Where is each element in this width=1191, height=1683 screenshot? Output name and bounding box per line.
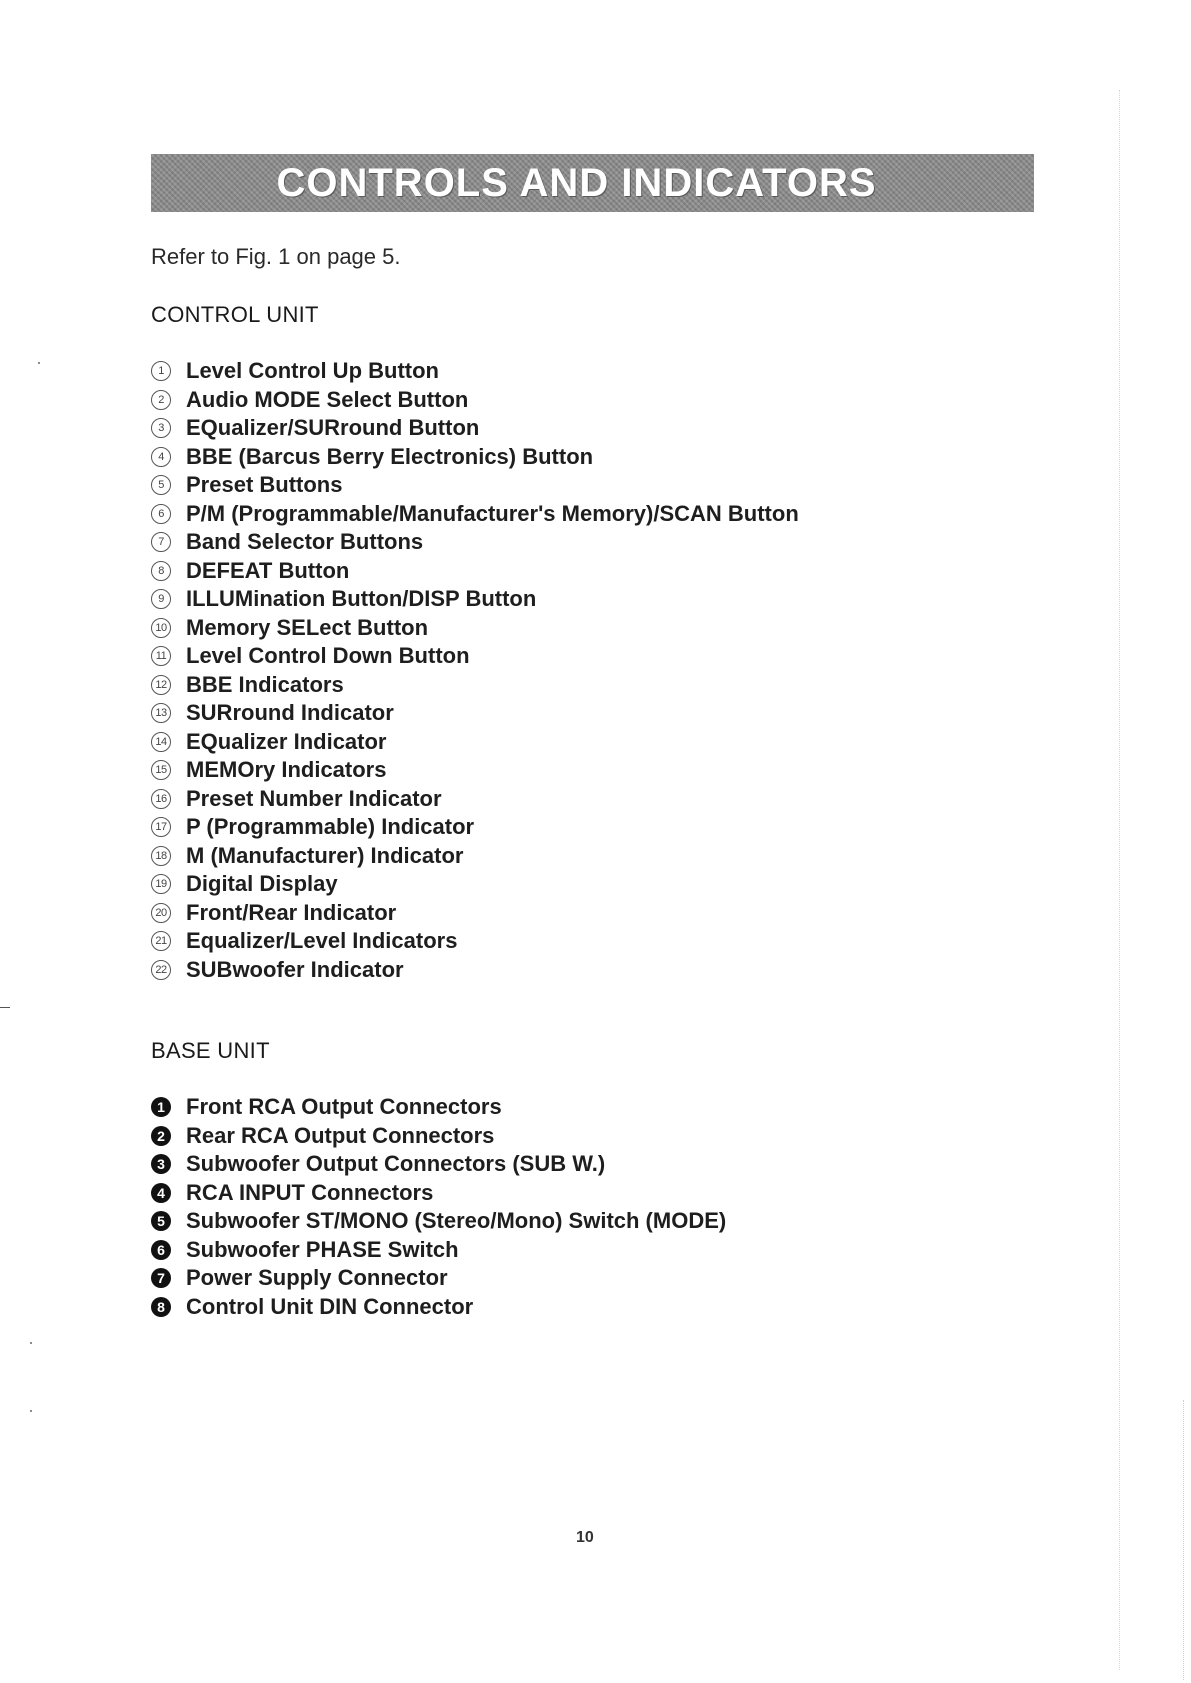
filled-number: 1: [151, 1097, 171, 1117]
item-label: Equalizer/Level Indicators: [186, 928, 458, 954]
circled-number: 18: [151, 846, 171, 866]
item-label: Audio MODE Select Button: [186, 386, 469, 412]
item-label: P/M (Programmable/Manufacturer's Memory)/SCAN Button: [186, 500, 799, 526]
list-item: [151, 357, 799, 386]
item-label: SUBwoofer Indicator: [186, 956, 404, 982]
page-number: 10: [576, 1529, 594, 1546]
item-label: Band Selector Buttons: [186, 529, 424, 555]
filled-number: 5: [151, 1211, 171, 1231]
list-item: [151, 471, 799, 500]
list-item: [151, 642, 799, 671]
item-label: Preset Number Indicator: [186, 785, 442, 811]
item-label: RCA INPUT Connectors: [186, 1179, 434, 1205]
item-label: Digital Display: [186, 871, 338, 897]
filled-number: 7: [151, 1268, 171, 1288]
circled-number: 1: [151, 361, 171, 381]
item-label: M (Manufacturer) Indicator: [186, 842, 464, 868]
list-item: [151, 842, 799, 871]
item-label: EQualizer Indicator: [186, 728, 387, 754]
base-unit-heading: BASE UNIT: [151, 1038, 270, 1063]
list-item: [151, 1122, 726, 1151]
list-item: [151, 785, 799, 814]
item-label: DEFEAT Button: [186, 557, 350, 583]
list-item: [151, 813, 799, 842]
scan-speck: [38, 362, 40, 364]
item-label: Preset Buttons: [186, 472, 343, 498]
item-label: SURround Indicator: [186, 700, 394, 726]
item-label: Front RCA Output Connectors: [186, 1094, 502, 1120]
circled-number: 17: [151, 817, 171, 837]
list-item: [151, 728, 799, 757]
list-item: [151, 1207, 726, 1236]
list-item: [151, 956, 799, 985]
filled-number: 6: [151, 1240, 171, 1260]
item-label: Memory SELect Button: [186, 614, 429, 640]
filled-number: 8: [151, 1297, 171, 1317]
list-item: [151, 614, 799, 643]
item-label: Subwoofer ST/MONO (Stereo/Mono) Switch (MODE): [186, 1208, 727, 1234]
circled-number: 4: [151, 447, 171, 467]
item-label: MEMOry Indicators: [186, 757, 387, 783]
filled-number: 4: [151, 1183, 171, 1203]
list-item: [151, 557, 799, 586]
item-label: Level Control Down Button: [186, 643, 470, 669]
circled-number: 19: [151, 874, 171, 894]
item-label: ILLUMination Button/DISP Button: [186, 586, 537, 612]
list-item: [151, 443, 799, 472]
intro-text: Refer to Fig. 1 on page 5.: [151, 244, 401, 269]
list-item: [151, 1293, 726, 1322]
section-banner: [151, 154, 1034, 212]
scan-edge-line: [1119, 90, 1121, 1670]
circled-number: 7: [151, 532, 171, 552]
scan-speck: [30, 1342, 32, 1344]
circled-number: 3: [151, 418, 171, 438]
scan-edge-line: [1183, 1400, 1185, 1680]
item-label: Subwoofer Output Connectors (SUB W.): [186, 1151, 606, 1177]
list-item: [151, 671, 799, 700]
circled-number: 13: [151, 703, 171, 723]
circled-number: 10: [151, 618, 171, 638]
circled-number: 9: [151, 589, 171, 609]
item-label: EQualizer/SURround Button: [186, 415, 480, 441]
item-label: Front/Rear Indicator: [186, 899, 397, 925]
base-unit-list: [151, 1093, 726, 1321]
item-label: P (Programmable) Indicator: [186, 814, 475, 840]
list-item: [151, 585, 799, 614]
filled-number: 2: [151, 1126, 171, 1146]
list-item: [151, 1093, 726, 1122]
item-label: Level Control Up Button: [186, 358, 439, 384]
list-item: [151, 528, 799, 557]
control-unit-list: [151, 357, 799, 984]
scan-speck: [30, 1410, 32, 1412]
list-item: [151, 1179, 726, 1208]
list-item: [151, 1236, 726, 1265]
list-item: [151, 500, 799, 529]
circled-number: 6: [151, 504, 171, 524]
item-label: Control Unit DIN Connector: [186, 1293, 474, 1319]
filled-number: 3: [151, 1154, 171, 1174]
item-label: Power Supply Connector: [186, 1265, 448, 1291]
circled-number: 8: [151, 561, 171, 581]
item-label: BBE (Barcus Berry Electronics) Button: [186, 443, 594, 469]
list-item: [151, 870, 799, 899]
list-item: [151, 756, 799, 785]
circled-number: 12: [151, 675, 171, 695]
list-item: [151, 1150, 726, 1179]
item-label: Rear RCA Output Connectors: [186, 1122, 495, 1148]
list-item: [151, 386, 799, 415]
circled-number: 5: [151, 475, 171, 495]
list-item: [151, 414, 799, 443]
scan-mark: [0, 1007, 10, 1008]
circled-number: 14: [151, 732, 171, 752]
list-item: [151, 899, 799, 928]
circled-number: 20: [151, 903, 171, 923]
circled-number: 15: [151, 760, 171, 780]
page-title: CONTROLS AND INDICATORS: [276, 160, 877, 205]
circled-number: 22: [151, 960, 171, 980]
list-item: [151, 927, 799, 956]
circled-number: 16: [151, 789, 171, 809]
circled-number: 2: [151, 390, 171, 410]
item-label: BBE Indicators: [186, 671, 344, 697]
circled-number: 11: [151, 646, 171, 666]
item-label: Subwoofer PHASE Switch: [186, 1236, 459, 1262]
circled-number: 21: [151, 931, 171, 951]
list-item: [151, 699, 799, 728]
control-unit-heading: CONTROL UNIT: [151, 302, 319, 327]
list-item: [151, 1264, 726, 1293]
